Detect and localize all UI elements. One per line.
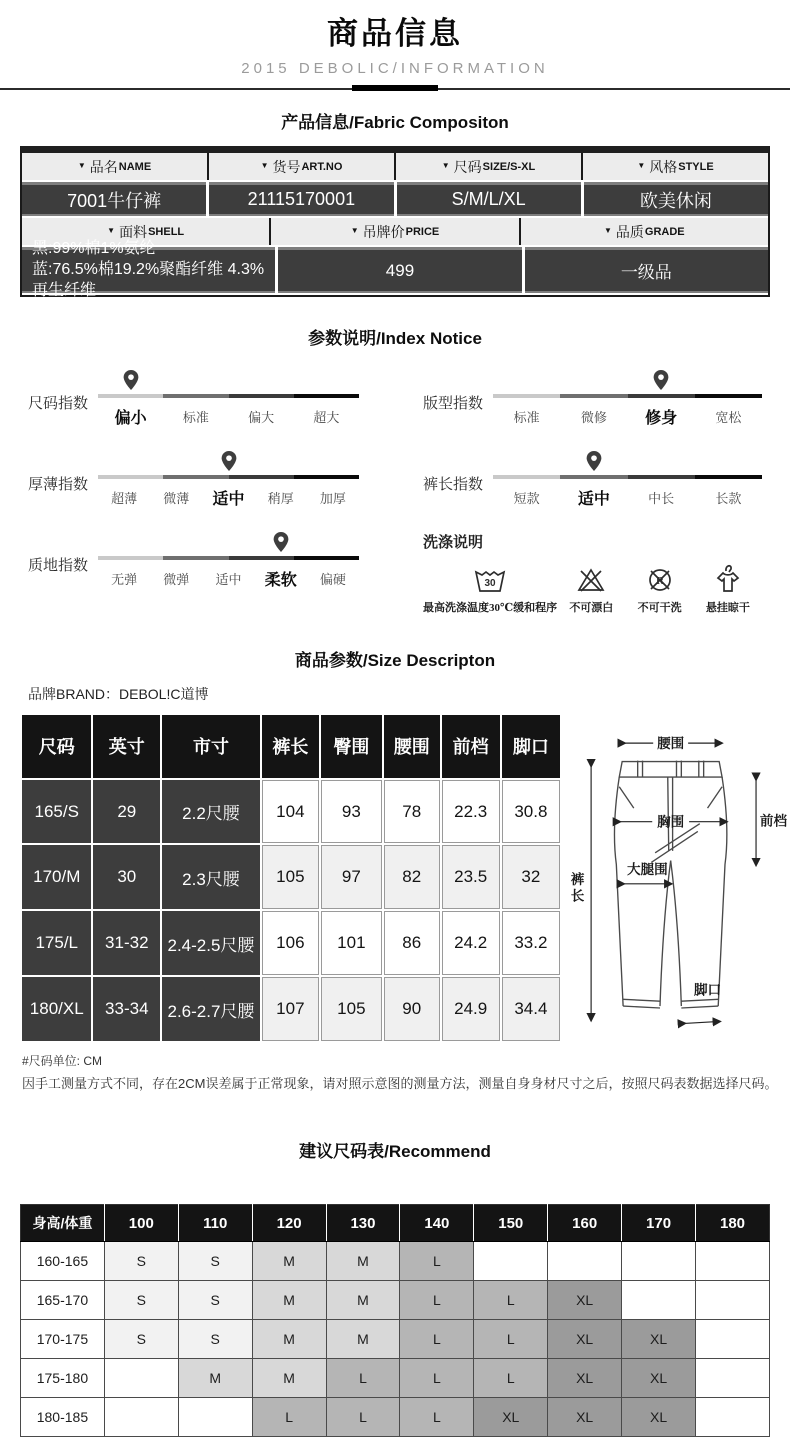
washing-item: [625, 564, 693, 615]
size-table-row: [22, 780, 560, 844]
height-range-cell: 170-175: [21, 1320, 105, 1359]
recommend-size-cell: L: [326, 1359, 400, 1398]
slider-bar-segment: [163, 475, 228, 479]
slider-bar-segment: [294, 394, 359, 398]
recommend-size-cell: XL: [548, 1398, 622, 1437]
recommend-weight-header: 100: [104, 1205, 178, 1242]
recommend-header-row: [21, 1205, 770, 1242]
location-pin-icon: [221, 451, 236, 471]
size-section-heading: 商品参数/Size Descripton: [294, 651, 496, 670]
size-table-cell: 22.3: [442, 780, 500, 844]
recommend-size-cell: [622, 1242, 696, 1281]
washing-item: [694, 562, 762, 615]
index-slider-area: [493, 369, 762, 427]
recommend-size-cell: [474, 1242, 548, 1281]
triangle-down-icon: ▼: [603, 226, 612, 235]
size-table-cell: 24.9: [442, 977, 500, 1041]
triangle-down-icon: ▼: [350, 226, 359, 235]
product-table-header-row-1: [22, 153, 768, 180]
slider-scale-label: 微弹: [163, 571, 190, 587]
recommend-size-cell: S: [178, 1320, 252, 1359]
product-artno-value: 21115170001: [209, 182, 393, 216]
size-table-header-cell: 英寸: [93, 715, 160, 778]
recommend-size-cell: M: [252, 1242, 326, 1281]
length-label: 裤长: [570, 871, 585, 904]
size-table-body: [22, 715, 560, 1041]
slider-scale-label: 加厚: [319, 490, 346, 506]
product-table-value-row-1: [22, 180, 768, 218]
header-cn: 尺码: [453, 158, 482, 175]
slider-scale-label: 适中: [577, 490, 610, 508]
index-slider-area: [98, 450, 359, 508]
slider-scale-label: 微薄: [163, 490, 190, 506]
slider-bar-segment: [163, 394, 228, 398]
fabric-line-blue: 蓝:76.5%棉19.2%聚酯纤维 4.3%再生纤维: [32, 261, 265, 299]
recommend-weight-header: 180: [696, 1205, 770, 1242]
recommend-weight-header: 170: [622, 1205, 696, 1242]
size-table-cell: 31-32: [93, 911, 160, 975]
slider-bar-segment: [229, 475, 294, 479]
index-slider-area: [493, 450, 762, 508]
index-slider-bar: [98, 394, 359, 398]
measure-note: 因手工测量方式不同，存在2CM误差属于正常现象，请对照示意图的测量方法，测量自身身材尺寸之后，按照尺码表数据选择尺码。: [22, 1076, 778, 1091]
product-header-price: [269, 218, 518, 245]
size-area: [0, 713, 790, 1043]
header-cn: 面料: [119, 223, 148, 240]
header-en: NAME: [118, 160, 152, 173]
recommend-size-cell: L: [474, 1320, 548, 1359]
fabric-line-black: 黑:99%棉1%氨纶: [32, 240, 156, 258]
index-slider-name: 版型指数: [423, 395, 484, 412]
product-header-style: [581, 153, 768, 180]
recommend-row: [21, 1281, 770, 1320]
slider-scale-label: 宽松: [715, 409, 742, 425]
size-table-cell: 97: [321, 845, 382, 909]
size-table-cell: 82: [384, 845, 440, 909]
height-range-cell: 180-185: [21, 1398, 105, 1437]
size-table-cell: 29: [93, 780, 160, 844]
slider-scale-label: 超大: [313, 409, 340, 425]
header-cn: 吊牌价: [362, 223, 405, 240]
index-slider-area: [98, 531, 359, 589]
height-range-cell: 175-180: [21, 1359, 105, 1398]
index-slider-name: 质地指数: [28, 557, 89, 574]
slider-scale-label: 适中: [212, 490, 245, 508]
hang-dry-icon: [713, 562, 743, 594]
product-header-grade: [519, 218, 768, 245]
size-table-cell: 24.2: [442, 911, 500, 975]
triangle-down-icon: ▼: [107, 226, 116, 235]
index-slider-labels: [98, 405, 359, 427]
recommend-size-cell: L: [400, 1281, 474, 1320]
washing-item-label: 不可干洗: [637, 602, 682, 614]
hem-label: 脚口: [693, 982, 722, 998]
size-table-row: [22, 977, 560, 1041]
slider-scale-label: 适中: [215, 571, 242, 587]
recommend-size-cell: L: [400, 1359, 474, 1398]
slider-bar-segment: [628, 475, 695, 479]
wash-30-icon: [472, 564, 508, 594]
brand-line: 品牌BRAND：DEBOL!C道博: [28, 686, 209, 702]
size-table-header-cell: 臀围: [321, 715, 382, 778]
recommend-size-cell: L: [474, 1281, 548, 1320]
header-cn: 货号: [272, 158, 301, 175]
height-range-cell: 160-165: [21, 1242, 105, 1281]
washing-instructions: [423, 531, 762, 615]
header-en: PRICE: [405, 225, 440, 238]
recommend-size-cell: L: [400, 1320, 474, 1359]
washing-title: 洗涤说明: [423, 534, 484, 551]
size-table-cell: 78: [384, 780, 440, 844]
product-header-size: [394, 153, 581, 180]
slider-bar-segment: [560, 394, 627, 398]
size-table-cell: 30: [93, 845, 160, 909]
index-slider: [423, 450, 762, 508]
recommend-size-cell: L: [326, 1398, 400, 1437]
thigh-label: 大腿围: [627, 862, 668, 878]
size-table-row: [22, 911, 560, 975]
size-table-cell: 23.5: [442, 845, 500, 909]
no-bleach-icon: [576, 564, 606, 594]
size-table-cell: 105: [321, 977, 382, 1041]
header-cn: 品名: [89, 158, 118, 175]
recommend-size-cell: [104, 1398, 178, 1437]
slider-scale-label: 柔软: [264, 571, 297, 589]
header-en: SIZE/S-XL: [482, 160, 536, 173]
page-subtitle: 2015 DEBOLIC/INFORMATION: [241, 60, 549, 77]
product-name-value: 7001牛仔裤: [22, 182, 206, 216]
index-slider-bar: [98, 475, 359, 479]
recommend-size-cell: M: [326, 1242, 400, 1281]
recommend-size-cell: [104, 1359, 178, 1398]
recommend-row: [21, 1398, 770, 1437]
product-header-name: [22, 153, 207, 180]
rise-label: 前档: [759, 813, 788, 829]
slider-scale-label: 中长: [648, 490, 675, 506]
recommend-weight-header: 140: [400, 1205, 474, 1242]
fabric-composition-value: [22, 240, 275, 299]
washing-item-label: 不可漂白: [569, 602, 614, 614]
header-cn: 品质: [615, 223, 644, 240]
slider-scale-label: 长款: [715, 490, 742, 506]
slider-scale-label: 稍厚: [267, 490, 294, 506]
index-slider: [28, 450, 359, 508]
size-table-cell: 2.6-2.7尺腰: [162, 977, 260, 1041]
slider-scale-label: 修身: [645, 409, 678, 427]
slider-bar-segment: [294, 475, 359, 479]
recommend-size-cell: S: [178, 1242, 252, 1281]
slider-bar-segment: [560, 475, 627, 479]
slider-scale-label: 无弹: [111, 571, 138, 587]
slider-bar-segment: [98, 475, 163, 479]
size-notes: [0, 1052, 790, 1092]
pants-diagram-svg: [562, 713, 790, 1043]
index-slider-bar: [493, 475, 762, 479]
header-en: ART.NO: [301, 160, 343, 173]
slider-scale-label: 短款: [513, 490, 540, 506]
recommend-size-cell: XL: [622, 1398, 696, 1437]
title-divider: [0, 88, 790, 90]
triangle-down-icon: ▼: [77, 161, 86, 170]
grade-value: 一级品: [525, 247, 768, 293]
size-table-cell: 2.4-2.5尺腰: [162, 911, 260, 975]
washing-item-label: 最高洗涤温度30℃缓和程序: [423, 602, 558, 614]
slider-scale-label: 偏小: [114, 409, 147, 427]
triangle-down-icon: ▼: [260, 161, 269, 170]
recommend-weight-header: 150: [474, 1205, 548, 1242]
recommend-size-cell: M: [178, 1359, 252, 1398]
slider-scale-label: 超薄: [111, 490, 138, 506]
recommend-section-heading: 建议尺码表/Recommend: [299, 1142, 491, 1161]
size-table-cell: 86: [384, 911, 440, 975]
index-slider-bar: [98, 556, 359, 560]
recommend-size-cell: [696, 1281, 770, 1320]
recommend-size-cell: [622, 1281, 696, 1320]
slider-marker: [221, 451, 236, 471]
index-slider: [28, 531, 359, 589]
slider-bar-segment: [628, 394, 695, 398]
recommend-size-cell: M: [326, 1320, 400, 1359]
washing-items: [423, 562, 762, 615]
header-en: STYLE: [678, 160, 714, 173]
recommend-size-cell: L: [400, 1398, 474, 1437]
size-table-cell: 165/S: [22, 780, 91, 844]
header-en: GRADE: [644, 225, 685, 238]
slider-bar-segment: [229, 394, 294, 398]
size-table-cell: 34.4: [502, 977, 560, 1041]
slider-scale-label: 偏大: [248, 409, 275, 425]
size-table-cell: 105: [262, 845, 319, 909]
size-table-cell: 180/XL: [22, 977, 91, 1041]
slider-scale-label: 微修: [580, 409, 607, 425]
recommend-size-cell: M: [326, 1281, 400, 1320]
recommend-weight-header: 130: [326, 1205, 400, 1242]
index-slider-labels: [493, 486, 762, 508]
recommend-corner-header: 身高/体重: [21, 1205, 105, 1242]
recommend-size-cell: [696, 1242, 770, 1281]
washing-item: [423, 564, 557, 615]
size-table-cell: 90: [384, 977, 440, 1041]
size-table-cell: 104: [262, 780, 319, 844]
slider-bar-segment: [493, 475, 560, 479]
size-table-cell: 170/M: [22, 845, 91, 909]
recommend-size-cell: S: [104, 1281, 178, 1320]
recommend-weight-header: 110: [178, 1205, 252, 1242]
index-grid: [0, 369, 790, 615]
index-slider-labels: [98, 567, 359, 589]
triangle-down-icon: ▼: [441, 161, 450, 170]
svg-text:30: 30: [484, 578, 496, 589]
recommend-row: [21, 1242, 770, 1281]
size-table-header-cell: 脚口: [502, 715, 560, 778]
recommend-size-cell: S: [178, 1281, 252, 1320]
product-header-artno: [207, 153, 394, 180]
header-en: SHELL: [148, 225, 185, 238]
slider-marker: [654, 370, 669, 390]
product-table-value-row-2: [22, 240, 768, 299]
slider-scale-label: 标准: [182, 409, 209, 425]
location-pin-icon: [273, 532, 288, 552]
recommend-size-cell: [548, 1242, 622, 1281]
size-table-header-cell: 尺码: [22, 715, 91, 778]
location-pin-icon: [123, 370, 138, 390]
header-cn: 风格: [649, 158, 678, 175]
slider-scale-label: 偏硬: [319, 571, 346, 587]
index-slider-name: 厚薄指数: [28, 476, 89, 493]
triangle-down-icon: ▼: [637, 161, 646, 170]
recommend-row: [21, 1320, 770, 1359]
divider-accent-bar: [352, 85, 438, 91]
recommend-row: [21, 1359, 770, 1398]
washing-item: [557, 564, 625, 615]
price-value: 499: [278, 247, 521, 293]
size-table-cell: 33-34: [93, 977, 160, 1041]
slider-bar-segment: [163, 556, 228, 560]
size-table-header-cell: 裤长: [262, 715, 319, 778]
recommend-size-cell: [696, 1320, 770, 1359]
size-table-cell: 32: [502, 845, 560, 909]
index-section-heading: 参数说明/Index Notice: [308, 329, 482, 348]
recommend-size-cell: XL: [622, 1359, 696, 1398]
no-dryclean-icon: [645, 564, 675, 594]
slider-bar-segment: [294, 556, 359, 560]
index-slider-labels: [493, 405, 762, 427]
index-left-column: [28, 369, 395, 615]
index-slider: [423, 369, 762, 427]
index-slider-area: [98, 369, 359, 427]
index-slider-labels: [98, 486, 359, 508]
recommend-size-cell: L: [252, 1398, 326, 1437]
size-table-header-cell: 前档: [442, 715, 500, 778]
recommend-size-cell: XL: [548, 1281, 622, 1320]
product-style-value: 欧美休闲: [584, 182, 768, 216]
recommend-table: [20, 1204, 770, 1437]
size-table-header-row: [22, 715, 560, 778]
recommend-size-cell: S: [104, 1242, 178, 1281]
size-table-cell: 93: [321, 780, 382, 844]
recommend-size-cell: L: [474, 1359, 548, 1398]
location-pin-icon: [654, 370, 669, 390]
size-table-cell: 2.2尺腰: [162, 780, 260, 844]
size-table-row: [22, 845, 560, 909]
slider-scale-label: 标准: [513, 409, 540, 425]
slider-marker: [123, 370, 138, 390]
slider-bar-segment: [229, 556, 294, 560]
recommend-table-body: [21, 1205, 770, 1437]
size-table-cell: 30.8: [502, 780, 560, 844]
fabric-section-heading: 产品信息/Fabric Compositon: [281, 113, 509, 132]
recommend-size-cell: XL: [622, 1320, 696, 1359]
recommend-size-cell: L: [400, 1242, 474, 1281]
slider-bar-segment: [493, 394, 560, 398]
size-table-cell: 175/L: [22, 911, 91, 975]
unit-note: #尺码单位: CM: [22, 1054, 103, 1068]
slider-marker: [273, 532, 288, 552]
size-table: [20, 713, 562, 1043]
product-info-table: [20, 146, 770, 297]
recommend-size-cell: [696, 1359, 770, 1398]
svg-text:R: R: [655, 575, 664, 587]
location-pin-icon: [586, 451, 601, 471]
washing-item-label: 悬挂晾干: [705, 602, 750, 614]
slider-bar-segment: [695, 394, 762, 398]
waist-label: 腰围: [657, 735, 685, 751]
size-table-header-cell: 市寸: [162, 715, 260, 778]
recommend-weight-header: 120: [252, 1205, 326, 1242]
recommend-size-cell: M: [252, 1359, 326, 1398]
recommend-size-cell: XL: [548, 1359, 622, 1398]
index-slider-name: 尺码指数: [28, 395, 89, 412]
pants-measure-diagram: [562, 713, 790, 1043]
slider-marker: [586, 451, 601, 471]
index-slider-bar: [493, 394, 762, 398]
size-table-header-cell: 腰围: [384, 715, 440, 778]
slider-bar-segment: [98, 556, 163, 560]
page-title: 商品信息: [327, 16, 463, 51]
hip-label: 胸围: [657, 814, 685, 830]
size-table-cell: 107: [262, 977, 319, 1041]
slider-bar-segment: [98, 394, 163, 398]
slider-bar-segment: [695, 475, 762, 479]
size-table-cell: 33.2: [502, 911, 560, 975]
size-table-cell: 2.3尺腰: [162, 845, 260, 909]
recommend-size-cell: S: [104, 1320, 178, 1359]
recommend-size-cell: [178, 1398, 252, 1437]
recommend-size-cell: [696, 1398, 770, 1437]
recommend-weight-header: 160: [548, 1205, 622, 1242]
recommend-size-cell: M: [252, 1281, 326, 1320]
recommend-size-cell: XL: [474, 1398, 548, 1437]
recommend-size-cell: XL: [548, 1320, 622, 1359]
index-slider-name: 裤长指数: [423, 476, 484, 493]
index-right-column: [395, 369, 762, 615]
size-table-cell: 101: [321, 911, 382, 975]
recommend-size-cell: M: [252, 1320, 326, 1359]
index-slider: [28, 369, 359, 427]
height-range-cell: 165-170: [21, 1281, 105, 1320]
product-size-value: S/M/L/XL: [397, 182, 581, 216]
size-table-cell: 106: [262, 911, 319, 975]
